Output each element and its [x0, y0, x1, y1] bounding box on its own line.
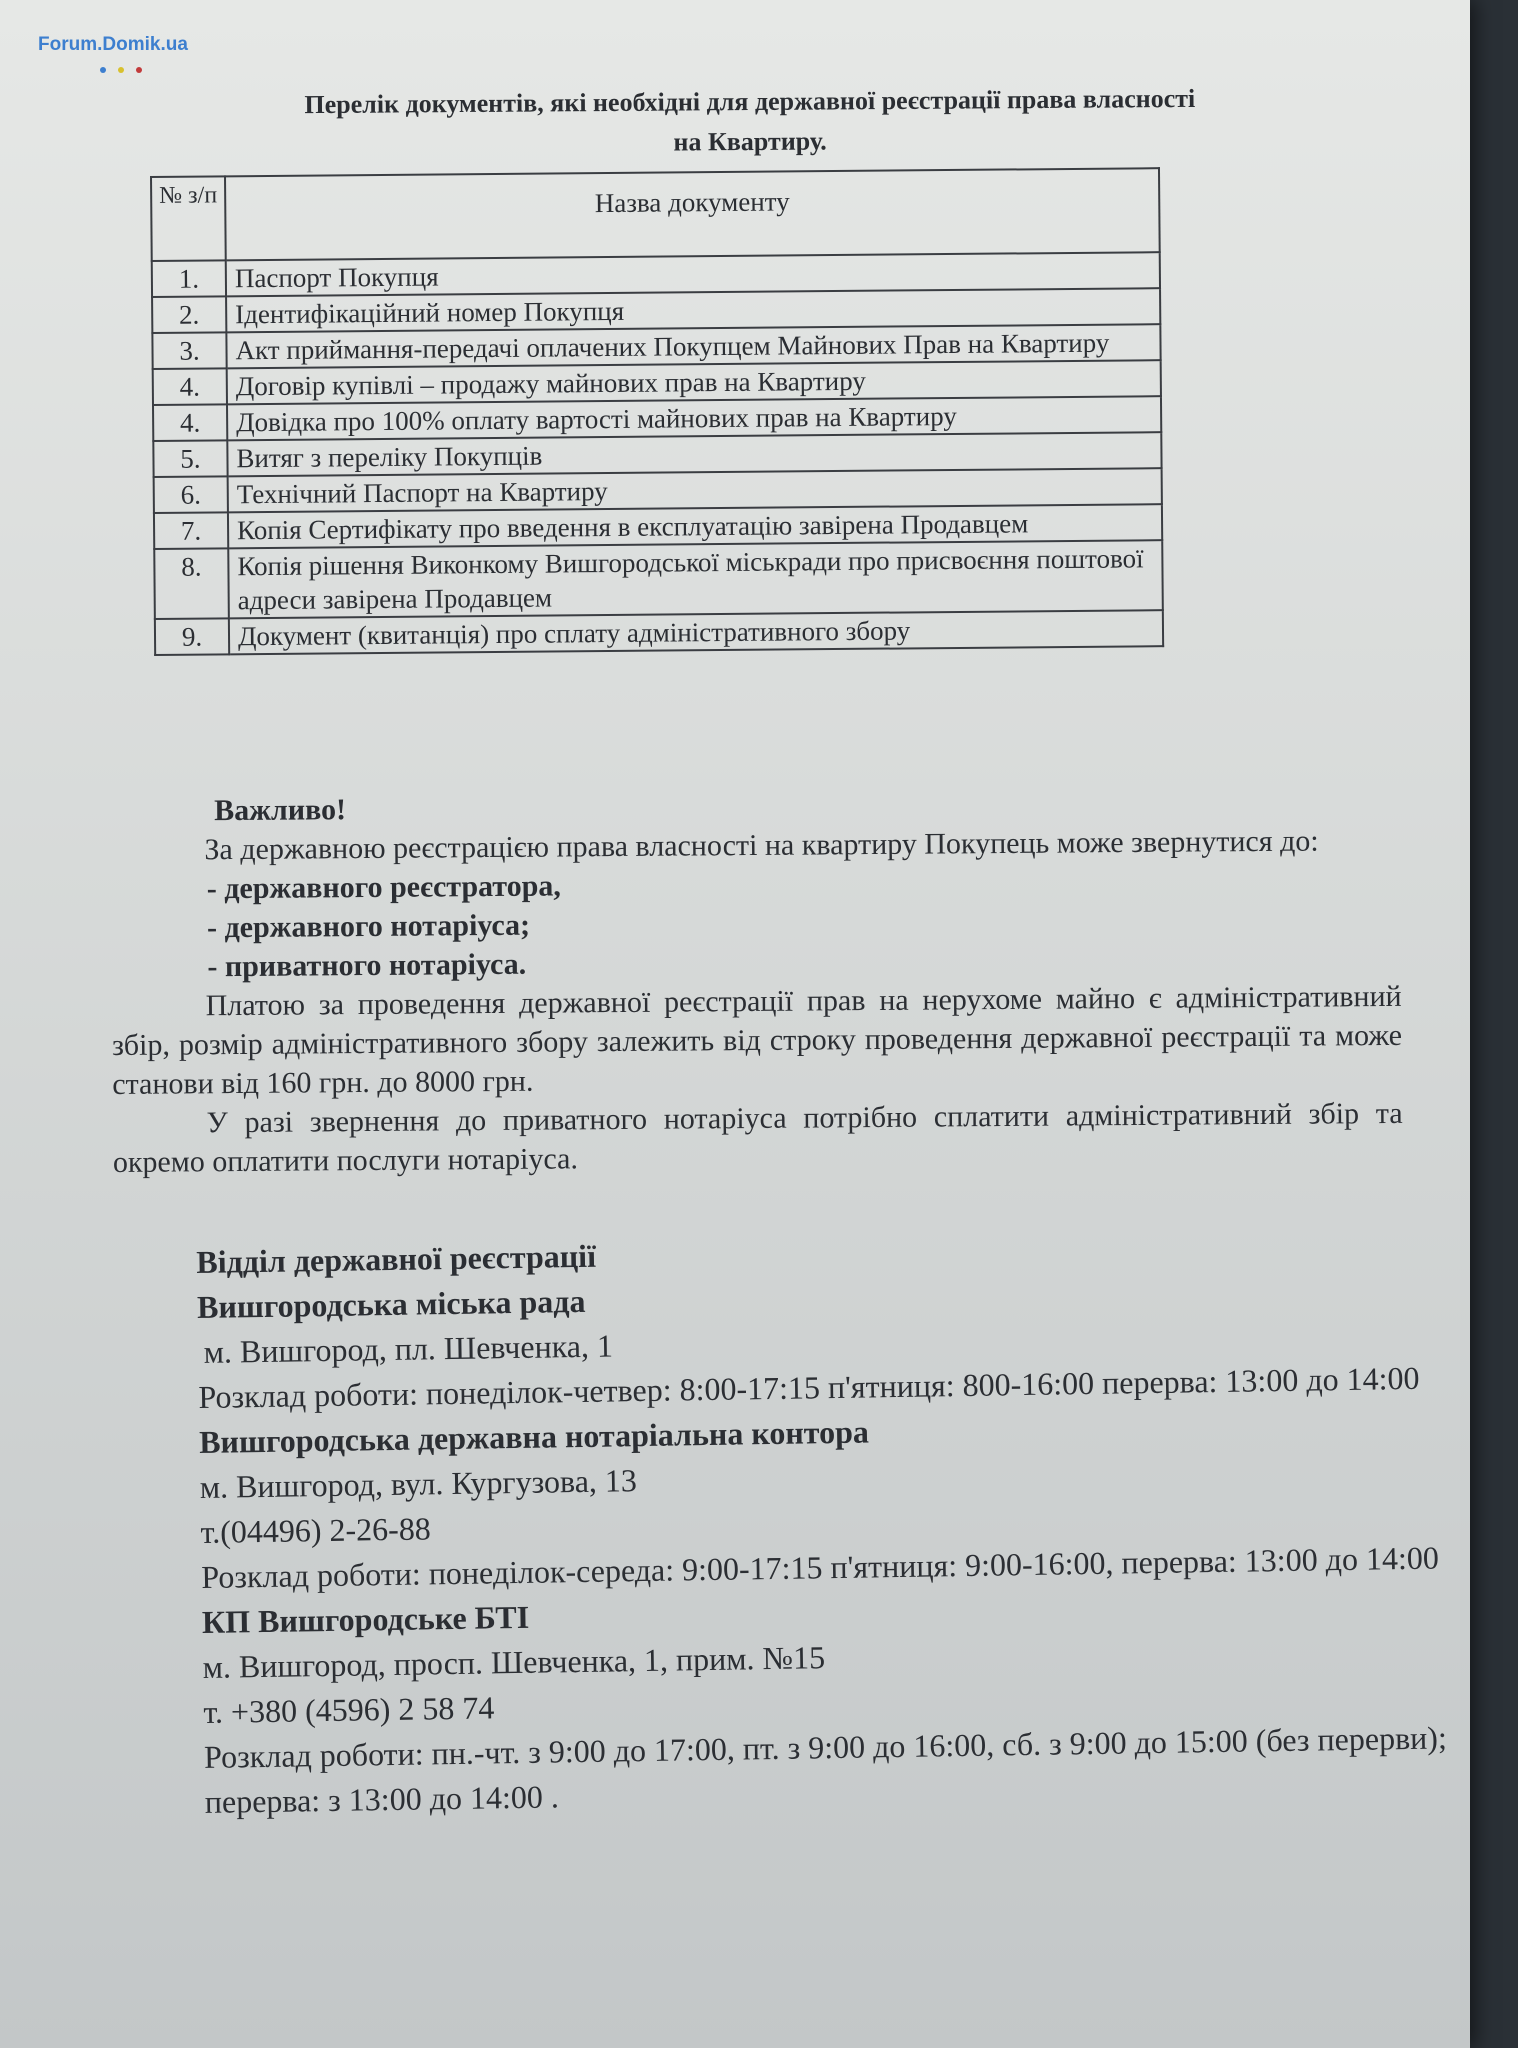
row-document-name: Технічний Паспорт на Квартиру [228, 468, 1162, 512]
option-item: - державного нотаріуса; [206, 908, 531, 945]
contact-registration-department [196, 1220, 1449, 1420]
row-number: 4. [153, 368, 227, 405]
important-heading: Важливо! [214, 793, 347, 828]
row-number: 6. [154, 476, 228, 513]
row-number: 8. [154, 548, 229, 619]
contacts-section [196, 1220, 1455, 1825]
table-header-row [151, 168, 1160, 261]
watermark-dots [100, 60, 154, 66]
contact-name: Вишгородська міська рада [196, 1282, 586, 1325]
contact-address: м. Вишгород, пл. Шевченка, 1 [203, 1327, 614, 1370]
row-document-name: Копія рішення Виконкому Вишгородської міськради про присвоєння поштової адреси завірена Продавцем [228, 540, 1163, 618]
row-document-name: Витяг з переліку Покупців [227, 432, 1161, 476]
watermark-dot [100, 67, 106, 73]
table-row [154, 540, 1163, 619]
option-item: - державного реєстратора, [206, 869, 561, 906]
header-number: № з/п [151, 176, 226, 261]
table-body [152, 252, 1163, 655]
watermark-logo: Forum.Domik.ua [38, 34, 188, 55]
row-number: 5. [153, 440, 227, 477]
contact-bti [202, 1580, 1455, 1825]
contact-schedule: Розклад роботи: понеділок-середа: 9:00-17:15 п'ятниця: 9:00-16:00, перерва: 13:00 до 14:00 [201, 1539, 1440, 1595]
contact-phone: т.(04496) 2-26-88 [200, 1510, 432, 1550]
document-title [150, 78, 1351, 166]
watermark-dot [118, 67, 124, 73]
row-document-name: Документ (квитанція) про сплату адміністративного збору [229, 610, 1163, 654]
row-document-name: Акт приймання-передачі оплачених Покупцем Майнових Прав на Квартиру [226, 324, 1160, 368]
row-number: 7. [154, 512, 228, 549]
contact-notary-office [199, 1400, 1452, 1600]
row-document-name: Договір купівлі – продажу майнових прав на Квартиру [227, 360, 1161, 404]
row-document-name: Паспорт Покупця [226, 252, 1160, 296]
title-line-2: на Квартиру. [673, 126, 827, 157]
contact-schedule: Розклад роботи: пн.-чт. з 9:00 до 17:00, пт. з 9:00 до 16:00, сб. з 9:00 до 15:00 (без перерви); перерва: з 13:00 до 14:00 . [203, 1719, 1448, 1820]
header-document-name: Назва документу [225, 168, 1160, 260]
row-number: 9. [155, 618, 229, 655]
important-section [110, 782, 1403, 1182]
important-intro: За державною реєстрацією права власності на квартиру Покупець може звернутися до: [204, 824, 1319, 867]
contact-name: КП Вишгородське БТІ [201, 1598, 530, 1640]
watermark-dot [136, 67, 142, 73]
option-item: - приватного нотаріуса. [207, 947, 527, 984]
row-document-name: Копія Сертифікату про введення в експлуатацію завірена Продавцем [228, 504, 1162, 548]
documents-table [150, 167, 1164, 656]
notary-paragraph: У разі звернення до приватного нотаріуса потрібно сплатити адміністративний збір та окремо оплатити послуги нотаріуса. [112, 1096, 1403, 1179]
row-document-name: Ідентифікаційний номер Покупця [226, 288, 1160, 332]
row-number: 4. [153, 404, 227, 441]
contact-address: м. Вишгород, просп. Шевченка, 1, прим. №15 [202, 1639, 826, 1685]
contact-phone: т. +380 (4596) 2 58 74 [203, 1689, 495, 1730]
table-row [155, 610, 1163, 655]
contact-schedule: Розклад роботи: понеділок-четвер: 8:00-17:15 п'ятниця: 800-16:00 перерва: 13:00 до 14:00 [198, 1359, 1420, 1415]
contact-name: Вишгородська державна нотаріальна контора [198, 1413, 870, 1460]
row-document-name: Довідка про 100% оплату вартості майнових прав на Квартиру [227, 396, 1161, 440]
fee-paragraph: Платою за проведення державної реєстрації прав на нерухоме майно є адміністративний збір, розмір адміністративного збору залежить від строку проведення державної реєстрації та може станови від 160 грн. до 8000 грн. [111, 979, 1403, 1101]
row-number: 2. [152, 296, 226, 333]
contact-name: Відділ державної реєстрації [196, 1237, 597, 1280]
row-number: 1. [152, 260, 226, 297]
row-number: 3. [152, 332, 226, 369]
title-line-1: Перелік документів, які необхідні для державної реєстрації права власності [304, 83, 1196, 120]
contact-address: м. Вишгород, вул. Кургузова, 13 [199, 1462, 638, 1505]
